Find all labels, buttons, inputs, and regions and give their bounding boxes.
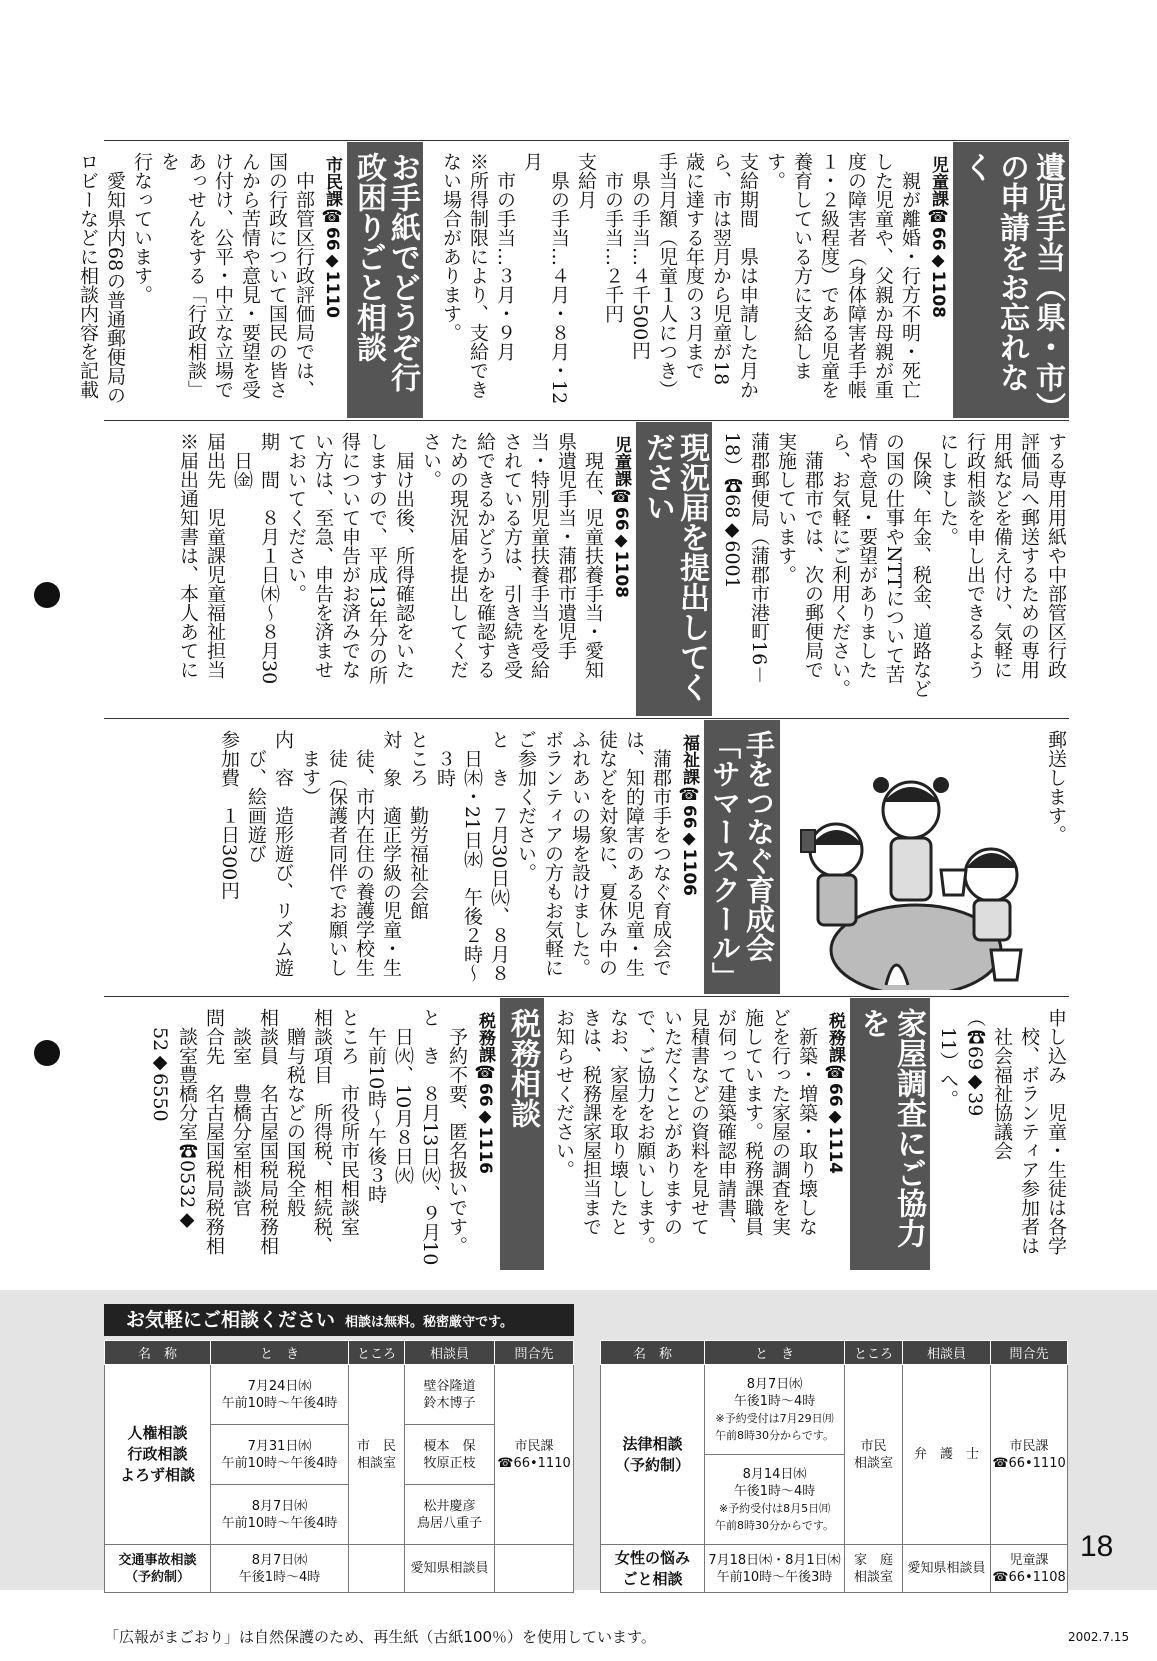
text-column: どを行った家屋の調査を実 <box>769 1008 791 1236</box>
text-column: ※所得制限により、支給でき <box>467 152 489 399</box>
when-cell: 7月31日㈬ 午前10時～午後4時 <box>211 1425 349 1485</box>
text-column: 日㈫、10月８日㈫ <box>392 1008 414 1185</box>
text-column: の国の仕事やNTTについて苦 <box>883 432 905 684</box>
text-column: 相談員 名古屋国税局税務相 <box>257 1008 279 1255</box>
text-column: 支給月 <box>575 152 597 209</box>
contact-cell: 児童課 ☎66•1108 <box>991 1545 1068 1593</box>
text-column: 郵送します。 <box>1045 730 1067 844</box>
article-kaokuchousa <box>550 998 930 1270</box>
text-column: 対 象 適正学級の児童・生 <box>380 730 402 977</box>
text-column: した児童や、父親か母親が重 <box>872 152 894 399</box>
text-column: 相談項目 所得税、相続税、 <box>311 1008 333 1255</box>
jinken-name: 人権相談 行政相談 よろず相談 <box>105 1365 211 1545</box>
page-number: 18 <box>1080 1530 1114 1563</box>
dept-contact: 税務課☎66◆1116 <box>475 1012 495 1174</box>
col-staff: 相談員 <box>903 1341 991 1365</box>
text-column: いただくことがありますの <box>661 1008 683 1236</box>
text-column: と き ７月30日㈫、８月８ <box>488 730 510 983</box>
when-cell: 8月7日㈬ 午前10時～午後4時 <box>211 1485 349 1545</box>
text-column: 予約不要、匿名扱いです。 <box>446 1008 468 1255</box>
law-name: 法律相談 （予約制） <box>601 1365 705 1545</box>
text-column: 市の手当…２千円 <box>602 152 624 323</box>
text-column: い方は、至急、申告を済ませ <box>312 432 334 679</box>
issue-date: 2002.7.15 <box>1068 1630 1130 1644</box>
article-body-continued <box>934 998 1069 1270</box>
text-column: 手当月額（児童１人につき） <box>656 152 678 399</box>
text-column: 給できるかどうかを確認する <box>474 432 496 679</box>
place-cell: 市民 相談室 <box>845 1365 903 1545</box>
text-column: 申し込み 児童・生徒は各学 <box>1045 1008 1067 1255</box>
tier-4 <box>104 998 1069 1270</box>
article-title: 税務相談 <box>500 998 544 1270</box>
consult-heading-bar <box>104 1304 574 1336</box>
when-cell: 8月14日㈬ 午後1時～4時 ※予約受付は8月5日㈪ 午前8時30分からです。 <box>705 1455 845 1545</box>
article-body <box>174 422 606 716</box>
text-column: ら、お気軽にご利用ください。 <box>829 432 851 698</box>
text-column: 評価局へ郵送するための専用 <box>1018 432 1040 679</box>
staff-cell: 松井慶彦 鳥居八重子 <box>405 1485 495 1545</box>
contact-cell: 市民課 ☎66•1110 <box>495 1365 574 1545</box>
text-column: 談室豊橋分室☎0532◆ <box>176 1008 198 1231</box>
staff-cell: 壁谷隆道 鈴木博子 <box>405 1365 495 1425</box>
article-zeimusoudan <box>146 998 544 1270</box>
text-column: さい。 <box>420 432 442 489</box>
text-column: 当・特別児童扶養手当を受給 <box>528 432 550 679</box>
text-column: 期 間 ８月１日㈭～８月30 <box>258 432 280 685</box>
text-column: 用紙などを備え付け、気軽に <box>991 432 1013 679</box>
binder-hole-2 <box>34 1040 60 1066</box>
text-column: 届出先 児童課児童福祉担当 <box>204 432 226 679</box>
dept-contact: 児童課☎66◆1108 <box>611 436 631 598</box>
col-contact: 問合先 <box>495 1341 574 1365</box>
text-column: 県遺児手当・蒲郡市遺児手 <box>555 432 577 660</box>
article-body <box>146 998 470 1270</box>
staff-cell: 榎本 保 牧原正枝 <box>405 1425 495 1485</box>
article-body <box>550 998 820 1270</box>
article-title: 現況届を提出してください <box>636 422 712 716</box>
text-column: なお、家屋を取り壊したと <box>607 1008 629 1236</box>
text-column: ておいてください。 <box>285 432 307 603</box>
text-column: 徒（保護者同伴でお願いし <box>326 730 348 977</box>
text-column: 県の手当…４千500円 <box>629 152 651 360</box>
article-title: お手紙でどうぞ行政困りごと相談 <box>347 142 423 418</box>
text-column: 11）へ。 <box>937 1008 959 1109</box>
text-column: び、絵画遊び <box>245 730 267 863</box>
article-body <box>74 142 317 418</box>
article-body-continued <box>718 422 1069 716</box>
traffic-name: 交通事故相談 （予約制） <box>105 1545 211 1593</box>
text-column: ための現況届を提出してくだ <box>447 432 469 679</box>
when-cell: 8月7日㈬ 午後1時～4時 <box>211 1545 349 1593</box>
when-cell: 7月24日㈬ 午前10時～午後4時 <box>211 1365 349 1425</box>
dept-contact: 税務課☎66◆1114 <box>825 1012 845 1174</box>
staff-cell: 愛知県相談員 <box>903 1545 991 1593</box>
place-cell: 家 庭 相談室 <box>845 1545 903 1593</box>
consult-subheading: 相談は無料。秘密厳守です。 <box>345 1315 513 1330</box>
tier-line-3 <box>104 996 1069 997</box>
text-column: ない場合があります。 <box>440 152 462 342</box>
text-column: 現在、児童扶養手当・愛知 <box>582 432 604 679</box>
text-column: 届け出後、所得確認をいた <box>393 432 415 679</box>
col-contact: 問合先 <box>991 1341 1068 1365</box>
text-column: ３時 <box>434 730 456 787</box>
when-cell: 8月7日㈬ 午後1時～4時 ※予約受付は7月29日㈪ 午前8時30分からです。 <box>705 1365 845 1455</box>
text-column: 問合先 名古屋国税局税務相 <box>203 1008 225 1255</box>
place-cell <box>349 1545 405 1593</box>
reserve-note: ※予約受付は7月29日㈪ 午前8時30分からです。 <box>714 1411 834 1442</box>
text-column: 国の行政について国民の皆さ <box>266 152 288 399</box>
article-summer-school <box>215 720 780 994</box>
tier-top-line <box>104 140 1069 141</box>
women-name: 女性の悩み ごと相談 <box>601 1545 705 1593</box>
text-column: ロビーなどに相談内容を記載 <box>77 152 99 399</box>
text-column: 見積書などの資料を見せて <box>688 1008 710 1236</box>
text-column: 保険、年金、税金、道路など <box>910 432 932 698</box>
col-when: と き <box>705 1341 845 1365</box>
text-column: 内 容 造形遊び、リズム遊 <box>272 730 294 977</box>
text-column: ふれあいの場を設けました。 <box>569 730 591 977</box>
tier-3 <box>104 720 1069 994</box>
text-column: する専用用紙や中部管区行政 <box>1045 432 1067 679</box>
text-column: け付け、公平・中立な立場で <box>212 152 234 399</box>
tier-line-2 <box>104 718 1069 719</box>
text-column: 度の障害者（身体障害者手帳 <box>845 152 867 399</box>
dept-contact: 児童課☎66◆1108 <box>928 156 948 318</box>
text-column: ところ 市役所市民相談室 <box>338 1008 360 1236</box>
text-column: 中部管区行政評価局では、 <box>293 152 315 399</box>
text-column: 新築・増築・取り壊しな <box>796 1008 818 1236</box>
text-column: で、ご協力をお願いします。 <box>634 1008 656 1255</box>
text-column: 行なっています。 <box>131 152 153 304</box>
reserve-note: ※予約受付は8月5日㈪ 午前8時30分からです。 <box>714 1501 834 1532</box>
text-column: と き ８月13日㈫、９月10 <box>419 1008 441 1266</box>
article-title: 家屋調査にご協力を <box>850 998 930 1270</box>
text-column: ボランティアの方もお気軽に <box>542 730 564 977</box>
text-column: 養育している方に支給します。 <box>764 152 813 380</box>
text-column: 日㈭・21日㈬ 午後２時～ <box>461 730 483 983</box>
text-column: 蒲郡市手をつなぐ育成会で <box>650 730 672 977</box>
text-column: 実施しています。 <box>775 432 797 584</box>
text-column: 施しています。税務課職員 <box>742 1008 764 1236</box>
consult-table-right <box>600 1340 1068 1593</box>
text-column: ※届出通知書は、本人あてに <box>177 432 199 679</box>
text-column: 市の手当…３月・９月 <box>494 152 516 361</box>
text-column: ご参加ください。 <box>515 730 537 882</box>
place-cell: 市 民 相談室 <box>349 1365 405 1545</box>
text-column: 愛知県内68の普通郵便局の <box>104 152 126 405</box>
staff-cell: 愛知県相談員 <box>405 1545 495 1593</box>
text-column: にしました。 <box>937 432 959 546</box>
text-column: 日㈮ <box>231 432 253 489</box>
contact-cell: 市民課 ☎66•1110 <box>991 1365 1068 1545</box>
text-column: 午前10時～午後３時 <box>365 1008 387 1204</box>
col-when: と き <box>211 1341 349 1365</box>
text-column: 得について申告がお済みでな <box>339 432 361 679</box>
article-title: 遺児手当（県・市）の申請をお忘れなく <box>953 142 1069 418</box>
article-ijiteate <box>437 142 1069 418</box>
text-column: きは、税務課家屋担当まで <box>580 1008 602 1236</box>
staff-cell: 弁 護 士 <box>903 1365 991 1545</box>
article-body <box>215 720 674 994</box>
text-column: が伺って建築確認申請書、 <box>715 1008 737 1236</box>
text-column: 52◆6550 <box>149 1008 171 1122</box>
text-column: 蒲郡郵便局（蒲郡市港町16－ <box>748 432 770 685</box>
children-playing-illustration <box>786 760 1036 990</box>
tier-line-1 <box>104 420 1069 421</box>
text-column: １・２級程度）である児童を <box>818 152 840 399</box>
col-name: 名 称 <box>105 1341 211 1365</box>
article-title: 手をつなぐ育成会「サマースクール」 <box>704 720 780 994</box>
text-column: 情や意見・要望がありました <box>856 432 878 679</box>
dept-contact: 福祉課☎66◆1106 <box>679 734 699 896</box>
article-genkyoutodoke <box>174 422 712 716</box>
text-column: あっせんをする「行政相談」を <box>158 152 207 399</box>
text-column: 徒、市内在住の養護学校生 <box>353 730 375 977</box>
text-column: 蒲郡市では、次の郵便局で <box>802 432 824 679</box>
text-column: 歳に達する年度の３月まで <box>683 152 705 380</box>
text-column: ところ 勤労福祉会館 <box>407 730 429 920</box>
text-column: 談室 豊橋分室相談官 <box>230 1008 252 1217</box>
text-column: 贈与税などの国税全般 <box>284 1008 306 1217</box>
col-staff: 相談員 <box>405 1341 495 1365</box>
text-column: 行政相談を申し出できるよう <box>964 432 986 679</box>
tier-2 <box>104 422 1069 716</box>
binder-hole-1 <box>34 582 60 608</box>
col-place: ところ <box>349 1341 405 1365</box>
contact-cell <box>495 1545 574 1593</box>
text-column: 社会福祉協議会（☎69◆39 <box>964 1008 1013 1160</box>
col-place: ところ <box>845 1341 903 1365</box>
dept-contact: 市民課☎66◆1110 <box>322 156 342 318</box>
text-column: んから苦情や意見・要望を受 <box>239 152 261 399</box>
text-column: 県の手当…４月・８月・12月 <box>521 152 570 405</box>
recycled-paper-note: 「広報がまごおり」は自然保護のため、再生紙（古紙100％）を使用しています。 <box>104 1628 656 1646</box>
text-column: されている方は、引き続き受 <box>501 432 523 679</box>
text-column: 校、ボランティア参加者は <box>1018 1008 1040 1255</box>
when-cell: 7月18日㈭・8月1日㈭ 午前10時～午後3時 <box>705 1545 845 1593</box>
consult-table-left <box>104 1340 574 1593</box>
article-gyoseisoudan <box>74 142 423 418</box>
text-column: ら、市は翌月から児童が18 <box>710 152 732 386</box>
text-column: しますので、平成13年分の所 <box>366 432 388 685</box>
text-column: は、知的障害のある児童・生 <box>623 730 645 977</box>
tier-1 <box>77 142 1069 418</box>
article-body <box>437 142 923 418</box>
col-name: 名 称 <box>601 1341 705 1365</box>
text-column: お知らせください。 <box>553 1008 575 1179</box>
text-column: 参加費 １日300円 <box>218 730 240 900</box>
text-column: 支給期間 県は申請した月か <box>737 152 759 399</box>
text-column: 18）☎68◆6001 <box>721 432 743 589</box>
text-column: ます） <box>299 730 321 806</box>
text-column: 親が離婚・行方不明・死亡 <box>899 152 921 399</box>
consult-heading: お気軽にご相談ください <box>126 1309 336 1331</box>
text-column: 徒などを対象に、夏休み中の <box>596 730 618 977</box>
article-body-continued <box>1042 720 1069 994</box>
